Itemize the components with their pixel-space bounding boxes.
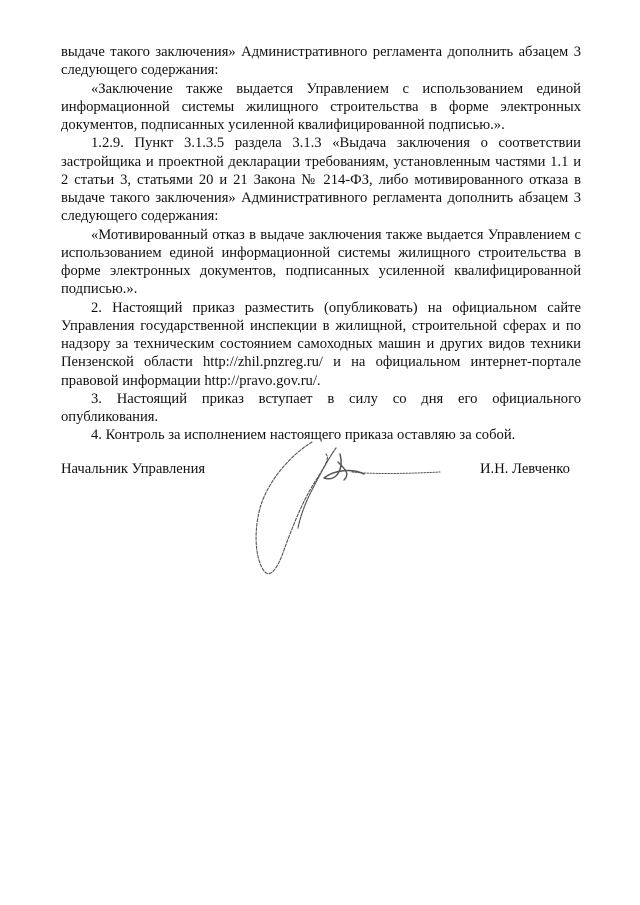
paragraph-item-2: 2. Настоящий приказ разместить (опубликовать) на официальном сайте Управления государственной инспекции в жилищной, строительной сферах и по надзору за техническим состоянием самоходных машин и других видов техники Пензенской области http://zhil.pnzreg.ru/ и на официальном интернет-портале правовой информации http://pravo.gov.ru/. — [61, 299, 581, 389]
paragraph-item-3: 3. Настоящий приказ вступает в силу со дня его официального опубликования. — [61, 390, 581, 425]
signatory-position: Начальник Управления — [61, 461, 206, 477]
signatory-name: И.Н. Левченко — [480, 461, 570, 477]
paragraph-continuation: выдаче такого заключения» Административного регламента дополнить абзацем 3 следующего содержания: — [61, 44, 581, 79]
paragraph-item-4: 4. Контроль за исполнением настоящего приказа оставляю за собой. — [91, 427, 516, 444]
handwritten-signature-icon — [240, 440, 450, 575]
paragraph-quote-refusal: «Мотивированный отказ в выдаче заключения также выдается Управлением с использованием единой информационной системы жилищного строительства в форме электронных документов, подписанных усиленной квалифицированной подписью.». — [61, 226, 581, 298]
document-body — [61, 43, 581, 445]
paragraph-quote-conclusion: «Заключение также выдается Управлением с использованием единой информационной системы жилищного строительства в форме электронных документов, подписанных усиленной квалифицированной подписью.». — [61, 80, 581, 133]
paragraph-item-1-2-9: 1.2.9. Пункт 3.1.3.5 раздела 3.1.3 «Выдача заключения о соответствии застройщика и проектной декларации требованиям, установленным частями 1.1 и 2 статьи 3, статьями 20 и 21 Закона № 214-ФЗ, либо мотивированного отказа в выдаче такого заключения» Административного регламента дополнить абзацем 3 следующего содержания: — [61, 135, 581, 225]
